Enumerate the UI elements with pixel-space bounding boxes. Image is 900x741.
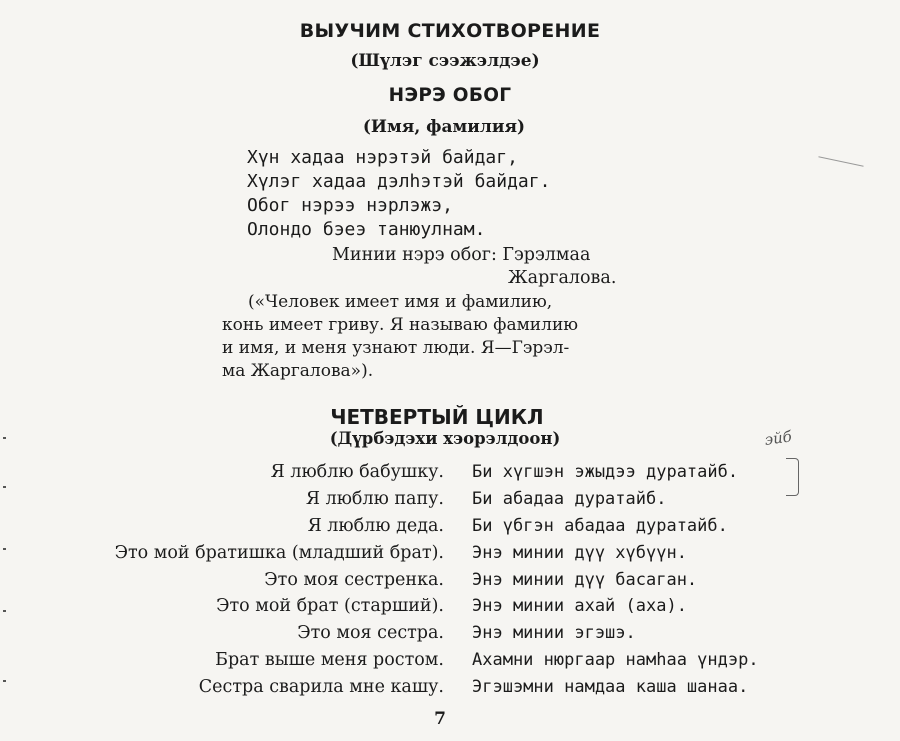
russian-phrase: Это моя сестра. <box>297 623 444 644</box>
scan-scuff-mark <box>818 156 863 167</box>
translation-line: ма Жаргалова»). <box>222 361 374 381</box>
buryat-phrase: Би хүгшэн эжыдээ дуратайб. <box>472 462 739 482</box>
translation-line: и имя, и меня узнают люди. Я—Гэрэл- <box>222 338 570 358</box>
russian-phrase: Я люблю папу. <box>305 488 444 509</box>
russian-phrase: Я люблю деда. <box>307 515 444 536</box>
buryat-phrase: Энэ минии дүү басаган. <box>472 569 698 590</box>
margin-dot <box>3 548 6 550</box>
buryat-phrase: Би абадаа дуратайб. <box>472 488 667 509</box>
page-heading: ВЫУЧИМ СТИХОТВОРЕНИЕ <box>299 20 601 42</box>
poem-line: Хүлэг хадаа дэлhэтэй байдаг. <box>247 171 551 192</box>
translation-line: («Человек имеет имя и фамилию, <box>248 292 553 312</box>
poem-subtitle: (Имя, фамилия) <box>362 117 526 137</box>
buryat-column <box>472 459 892 701</box>
margin-dot <box>3 437 6 439</box>
poem-line: Хүн хадаа нэрэтэй байдаг, <box>247 147 518 168</box>
buryat-phrase: Би үбгэн абадаа дуратайб. <box>472 515 728 536</box>
buryat-phrase: Энэ минии ахай (аха). <box>472 596 687 617</box>
page-number: 7 <box>434 709 446 729</box>
poem-stanza <box>247 146 550 242</box>
russian-column <box>40 459 444 701</box>
russian-phrase: Это моя сестренка. <box>264 569 444 590</box>
translation-line: конь имеет гриву. Я называю фамилию <box>222 315 579 335</box>
margin-dot <box>3 680 6 682</box>
poem-title: НЭРЭ ОБОГ <box>388 85 512 106</box>
buryat-phrase: Энэ минии дүү хүбүүн. <box>472 542 687 563</box>
poem-signature-line2: Жаргалова. <box>508 268 617 288</box>
margin-dot <box>3 610 6 612</box>
poem-translation <box>222 291 578 383</box>
handwritten-note: эйб <box>763 427 793 449</box>
cycle-title: ЧЕТВЕРТЫЙ ЦИКЛ <box>330 405 544 429</box>
russian-phrase: Брат выше меня ростом. <box>215 650 444 671</box>
russian-phrase: Это мой брат (старший). <box>216 596 444 617</box>
handwritten-bracket <box>786 458 799 496</box>
buryat-phrase: Энэ минии эгэшэ. <box>472 623 636 644</box>
poem-line: Обог нэрээ нэрлэжэ, <box>247 195 453 216</box>
russian-phrase: Сестра сварила мне кашу. <box>198 677 444 698</box>
buryat-phrase: Эгэшэмни намдаа каша шанаа. <box>472 677 749 698</box>
russian-phrase: Я люблю бабушку. <box>270 462 444 482</box>
margin-dot <box>3 486 6 488</box>
cycle-subtitle: (Дүрбэдэхи хэорэлдоон) <box>329 429 561 448</box>
buryat-phrase: Ахамни нюргаар намhаа үндэр. <box>472 650 759 671</box>
poem-signature-line1: Минии нэрэ обог: Гэрэлмаа <box>332 245 591 265</box>
poem-line: Олондо бэеэ танюулнам. <box>247 219 486 240</box>
russian-phrase: Это мой братишка (младший брат). <box>114 542 444 563</box>
page-subheading: (Шүлэг сээжэлдэе) <box>350 51 540 71</box>
